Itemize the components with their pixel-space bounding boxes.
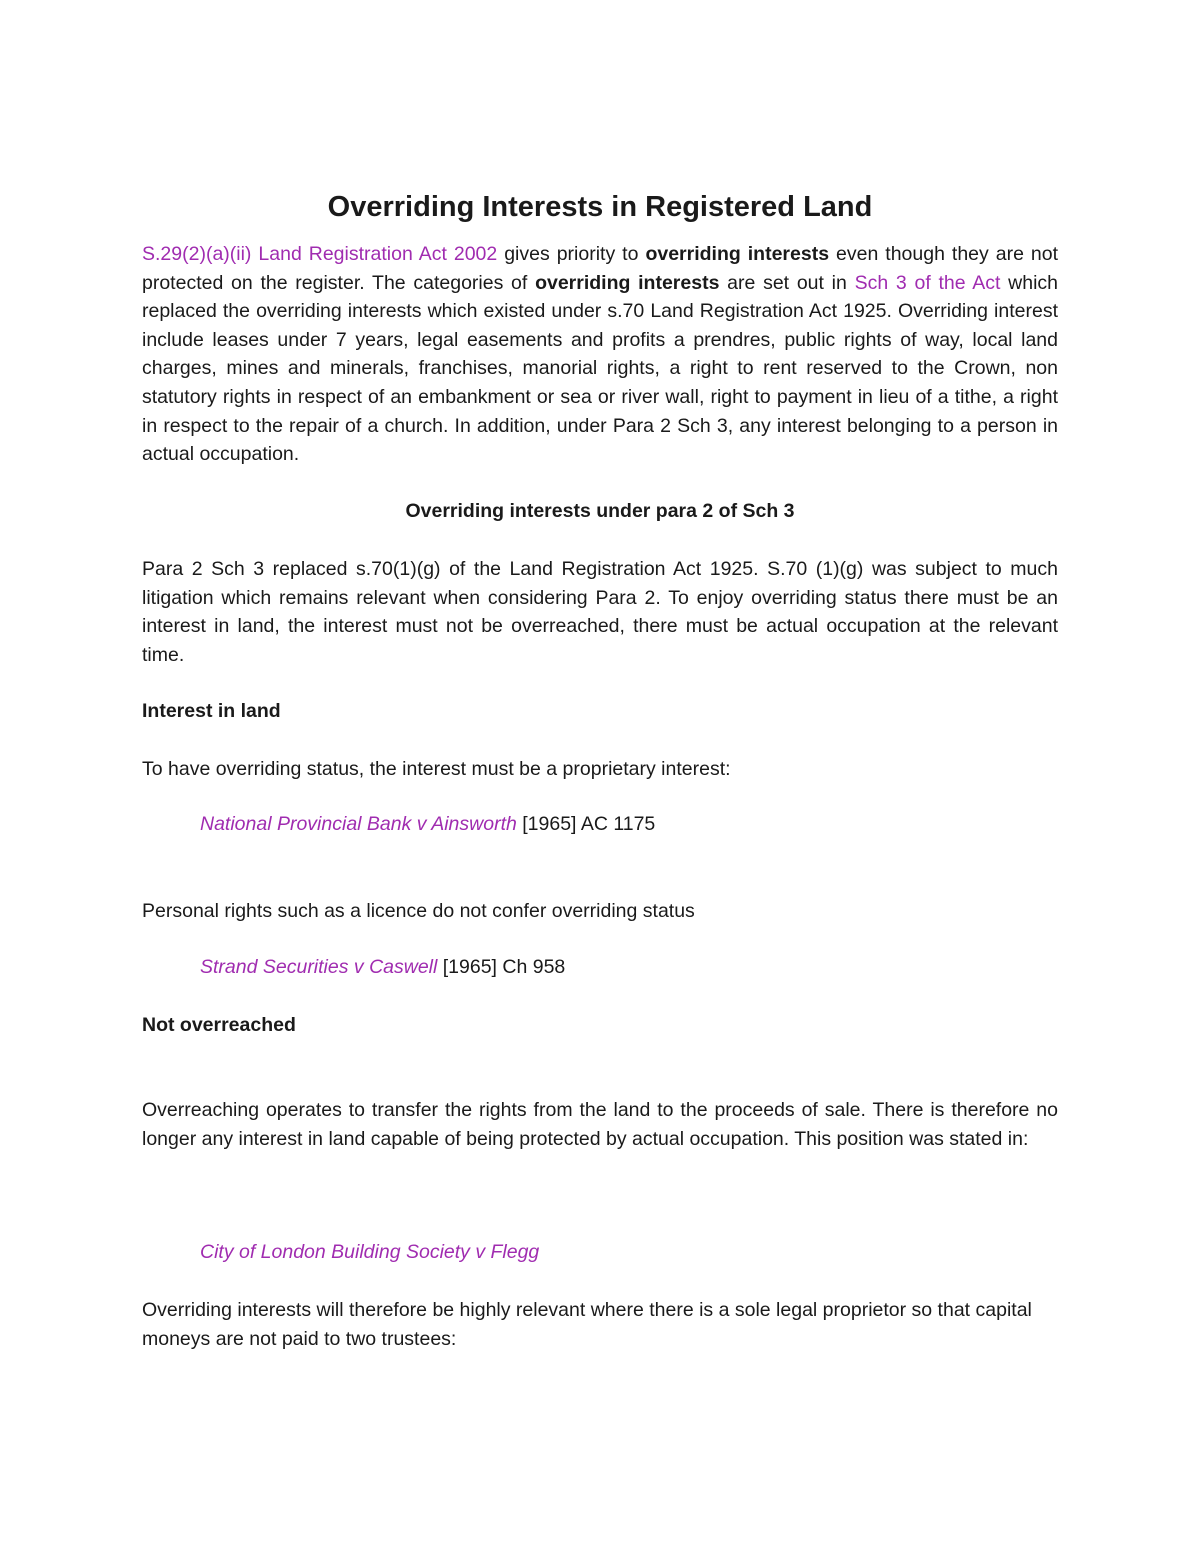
page-title: Overriding Interests in Registered Land xyxy=(327,191,873,223)
schedule-reference-link[interactable]: Sch 3 of the Act xyxy=(854,271,1001,294)
overreaching-paragraph: Overreaching operates to transfer the rights from the land to the proceeds of sale. There is therefore no longer any interest in land capable of being protected by actual occupation. This position was stated in: xyxy=(142,1099,1058,1150)
section-heading: Overriding interests under para 2 of Sch 3 xyxy=(405,500,795,522)
case-citation xyxy=(142,953,1058,982)
case-citation xyxy=(142,810,1058,839)
case-citation-text: [1965] AC 1175 xyxy=(516,813,656,835)
case-name-link[interactable]: City of London Building Society v Flegg xyxy=(200,1241,540,1263)
interest-paragraph: To have overriding status, the interest must be a proprietary interest: xyxy=(142,758,731,780)
intro-text-4: which replaced the overriding interests which existed under s.70 Land Registration Act 1925. Overriding interest include leases under 7 years, legal easements and profits a prendres, public rights of way, local land charges, mines and minerals, franchises, manorial rights, a right to rent reserved to the Crown, non statutory rights in respect of an embankment or sea or river wall, right to payment in lieu of a tithe, a right in respect to the repair of a church. In addition, under Para 2 Sch 3, any interest belonging to a person in actual occupation. xyxy=(142,271,1059,466)
not-overreached-heading: Not overreached xyxy=(142,1014,296,1036)
intro-text-1: gives priority to xyxy=(497,243,646,265)
bold-term: overriding interests xyxy=(535,271,720,294)
case-name-link[interactable]: National Provincial Bank v Ainsworth xyxy=(200,813,517,835)
final-paragraph: Overriding interests will therefore be highly relevant where there is a sole legal proprietor so that capital moneys are not paid to two trustees: xyxy=(142,1299,1032,1350)
intro-text-2: even though they are not protected on the register. The categories of xyxy=(142,243,1058,294)
personal-rights-paragraph: Personal rights such as a licence do not confer overriding status xyxy=(142,900,695,922)
statute-reference-link[interactable]: S.29(2)(a)(ii) Land Registration Act 2002 xyxy=(142,243,498,265)
case-citation-text: [1965] Ch 958 xyxy=(437,956,566,978)
intro-text-3: are set out in xyxy=(719,271,855,294)
case-citation xyxy=(142,1238,1058,1267)
interest-in-land-heading: Interest in land xyxy=(142,700,281,722)
case-name-link[interactable]: Strand Securities v Caswell xyxy=(200,956,438,978)
intro-paragraph xyxy=(142,240,1058,469)
para2-paragraph: Para 2 Sch 3 replaced s.70(1)(g) of the Land Registration Act 1925. S.70 (1)(g) was subject to much litigation which remains relevant when considering Para 2. To enjoy overriding status there must be an interest in land, the interest must not be overreached, there must be actual occupation at the relevant time. xyxy=(142,558,1058,666)
bold-term: overriding interests xyxy=(645,243,830,265)
